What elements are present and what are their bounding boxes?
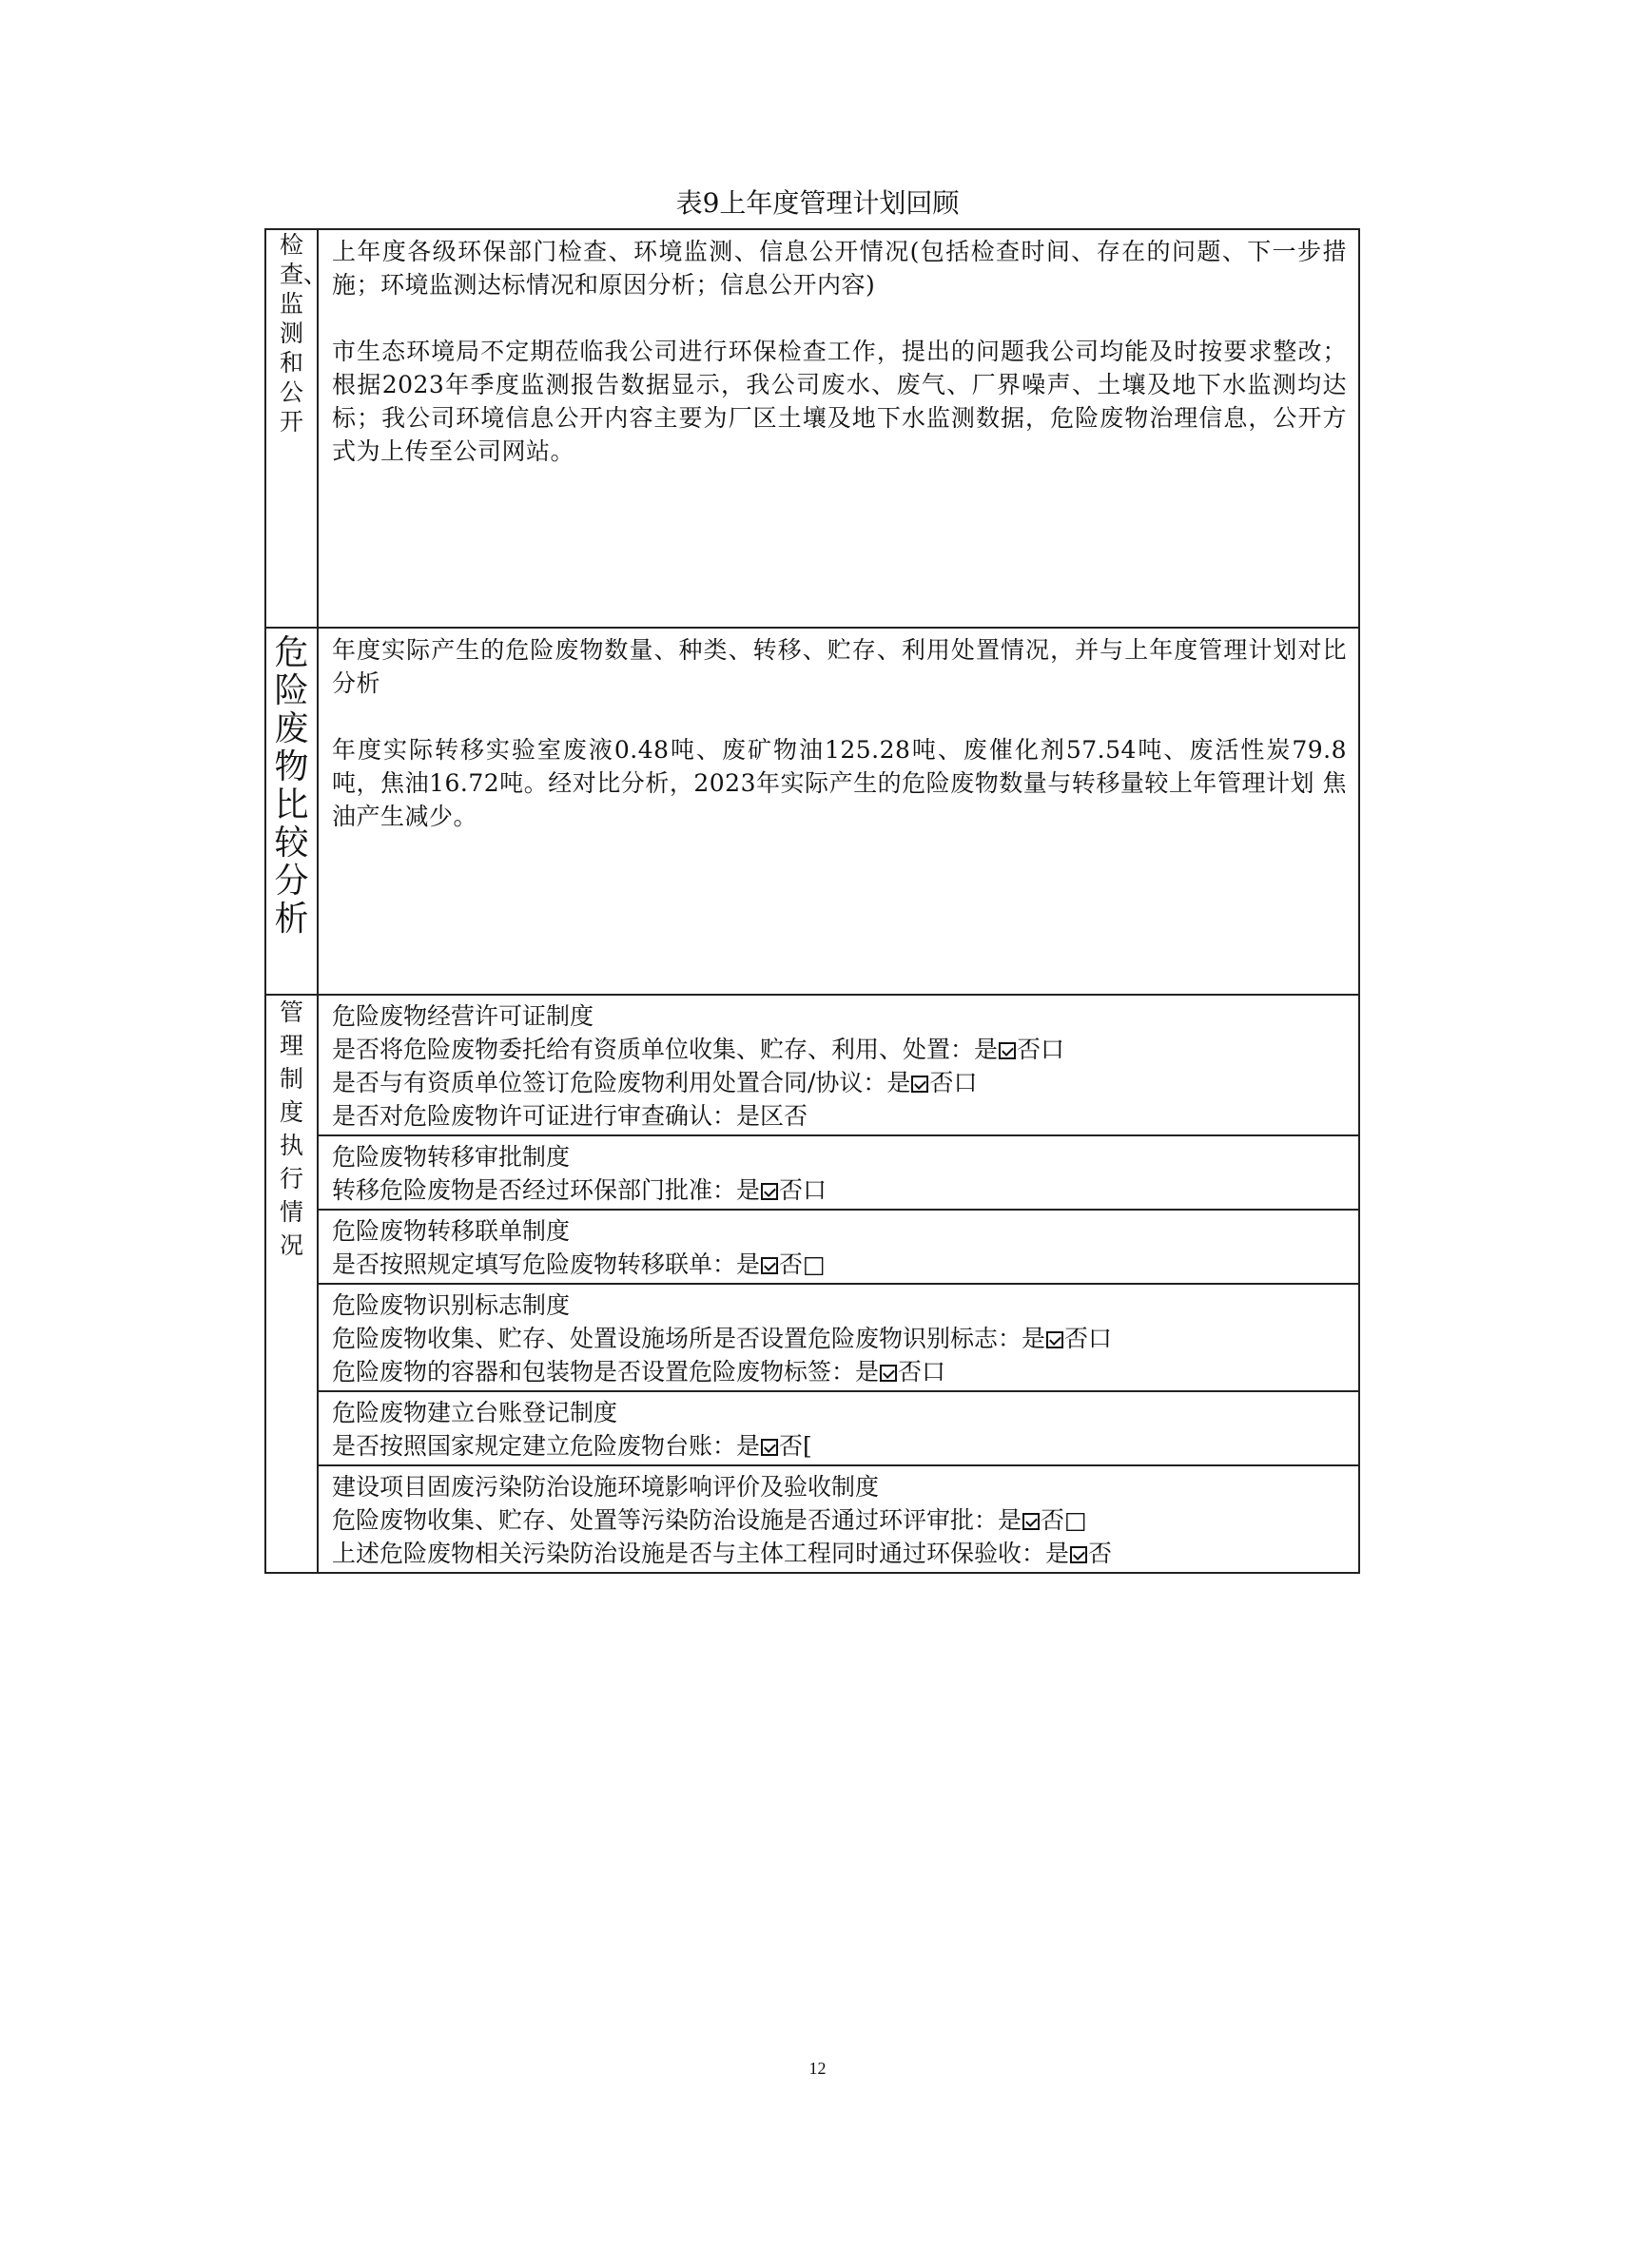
checked-box-icon — [1070, 1546, 1087, 1563]
identification-title: 危险废物识别标志制度 — [332, 1291, 571, 1319]
checked-box-icon — [761, 1257, 778, 1274]
mgmt-group-1 — [265, 995, 1359, 1135]
inspection-label: 检查、监测和公开 — [280, 231, 328, 436]
mgmt-group-2 — [265, 1135, 1359, 1210]
mgmt-label-cell — [265, 995, 318, 1573]
checked-box-icon — [999, 1042, 1016, 1059]
mgmt-group-3 — [265, 1210, 1359, 1284]
checked-box-icon — [761, 1439, 778, 1456]
inspection-heading: 上年度各级环保部门检查、环境监测、信息公开情况(包括检查时间、存在的问题、下一步措施；环境监测达标情况和原因分析；信息公开内容) — [332, 238, 1347, 299]
comparison-body: 年度实际转移实验室废液0.48吨、废矿物油125.28吨、废催化剂57.54吨、废活性炭79.8吨，焦油16.72吨。经对比分析，2023年实际产生的危险废物数量与转移量较上年管理计划 焦油产生减少。 — [332, 736, 1347, 830]
comparison-content-cell — [318, 628, 1359, 995]
management-review-table — [264, 228, 1360, 1574]
manifest-line: 是否按照规定填写危险废物转移联单：是 否□ — [332, 1250, 826, 1278]
transfer-approval-title: 危险废物转移审批制度 — [332, 1143, 571, 1171]
ledger-cell — [318, 1391, 1359, 1465]
inspection-body: 市生态环境局不定期莅临我公司进行环保检查工作，提出的问题我公司均能及时按要求整改；根据2023年季度监测报告数据显示，我公司废水、废气、厂界噪声、土壤及地下水监测均达标；我公司环境信息公开内容主要为厂区土壤及地下水监测数据，危险废物治理信息，公开方式为上传至公司网站。 — [332, 338, 1347, 465]
license-system-title: 危险废物经营许可证制度 — [332, 1002, 594, 1030]
eia-line-1: 危险废物收集、贮存、处置等污染防治设施是否通过环评审批：是 否□ — [332, 1506, 1087, 1534]
checked-box-icon — [1046, 1331, 1063, 1348]
checked-box-icon — [1022, 1513, 1040, 1530]
transfer-approval-cell — [318, 1135, 1359, 1210]
ledger-title: 危险废物建立台账登记制度 — [332, 1399, 618, 1426]
ledger-line: 是否按照国家规定建立危险废物台账：是 否[ — [332, 1432, 812, 1460]
mgmt-group-5 — [265, 1391, 1359, 1465]
hazwaste-comparison-row — [265, 628, 1359, 995]
license-system-cell — [318, 995, 1359, 1135]
license-line-3: 是否对危险废物许可证进行审查确认：是区否 — [332, 1102, 808, 1130]
mgmt-group-6 — [265, 1465, 1359, 1573]
checked-box-icon — [911, 1076, 928, 1093]
license-line-1: 是否将危险废物委托给有资质单位收集、贮存、利用、处置：是 否口 — [332, 1036, 1065, 1063]
transfer-approval-line: 转移危险废物是否经过环保部门批准：是 否口 — [332, 1176, 827, 1204]
checked-box-icon — [880, 1365, 897, 1382]
inspection-content-cell — [318, 229, 1359, 628]
manifest-cell — [318, 1210, 1359, 1284]
license-line-2: 是否与有资质单位签订危险废物利用处置合同/协议：是 否口 — [332, 1069, 978, 1096]
eia-title: 建设项目固废污染防治设施环境影响评价及验收制度 — [332, 1473, 880, 1501]
comparison-heading: 年度实际产生的危险废物数量、种类、转移、贮存、利用处置情况，并与上年度管理计划对比分析 — [332, 636, 1347, 697]
identification-cell — [318, 1284, 1359, 1391]
page-number: 12 — [808, 2059, 827, 2078]
comparison-label-cell — [265, 628, 318, 995]
manifest-title: 危险废物转移联单制度 — [332, 1217, 571, 1245]
eia-line-2: 上述危险废物相关污染防治设施是否与主体工程同时通过环保验收：是 否 — [332, 1540, 1113, 1567]
checked-box-icon — [761, 1183, 778, 1200]
mgmt-label: 管理制度 执行情况 — [280, 998, 304, 1259]
identification-line-2: 危险废物的容器和包装物是否设置危险废物标签：是 否口 — [332, 1358, 946, 1386]
identification-line-1: 危险废物收集、贮存、处置设施场所是否设置危险废物识别标志：是 否口 — [332, 1325, 1113, 1352]
inspection-label-cell — [265, 229, 328, 628]
comparison-label: 危险废物比较分析 — [274, 633, 309, 939]
mgmt-group-4 — [265, 1284, 1359, 1391]
eia-cell — [318, 1465, 1359, 1573]
inspection-row — [265, 229, 1359, 628]
table-title: 表9上年度管理计划回顾 — [675, 187, 960, 219]
